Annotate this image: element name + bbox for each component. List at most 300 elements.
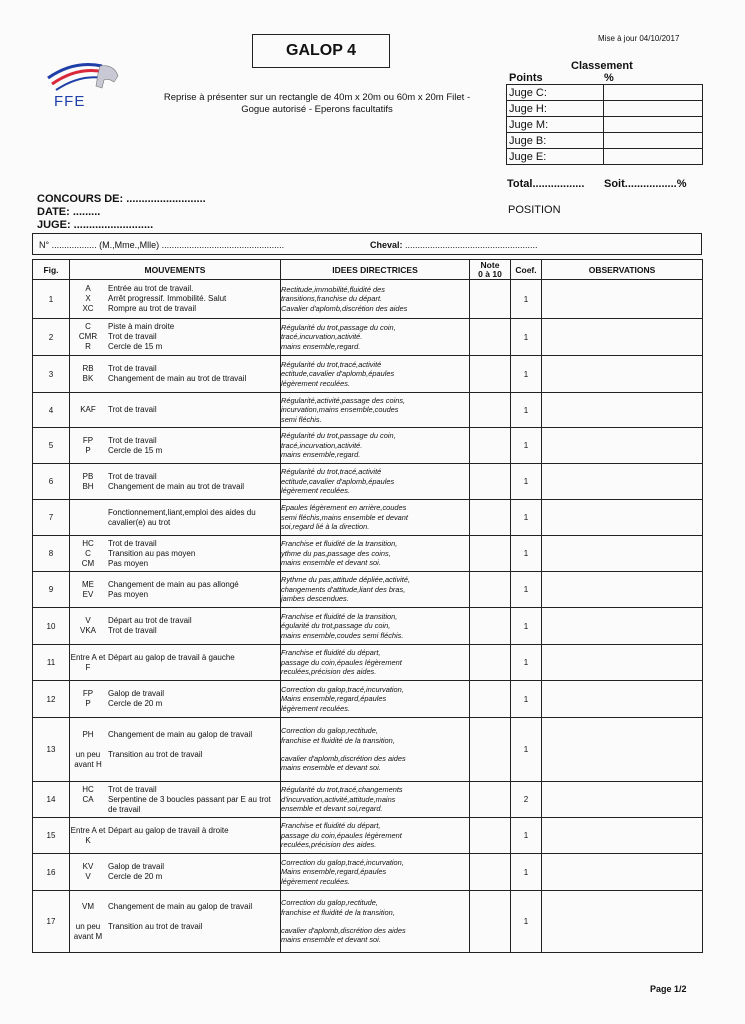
idea-line: transitions,franchise du départ. — [281, 294, 383, 304]
movement-letters: Entre A et K — [70, 825, 106, 845]
observations-field[interactable] — [542, 356, 703, 393]
idea-line: légèrement reculées. — [281, 703, 351, 713]
coef-value: 1 — [511, 854, 542, 891]
idea-line: Cavalier d'aplomb,discrétion des aides — [281, 303, 408, 313]
ideas-cell — [281, 818, 470, 854]
coef-value: 1 — [511, 280, 542, 319]
idea-line: Rythme du pas,attitude dépliée,activité, — [281, 575, 411, 585]
table-row — [33, 818, 703, 854]
observations-field[interactable] — [542, 280, 703, 319]
observations-field[interactable] — [542, 428, 703, 464]
fig-number: 8 — [33, 536, 70, 572]
idea-line: semi fléchis,mains ensemble et devant — [281, 512, 408, 522]
movement-letters: PH — [82, 729, 94, 739]
ideas-cell — [281, 280, 470, 319]
idea-line: égularité du trot,passage du coin, — [281, 621, 391, 631]
movement-cell — [70, 608, 281, 645]
juge-field[interactable]: JUGE: .......................... — [37, 219, 154, 231]
movement-cell — [70, 428, 281, 464]
idea-line: ensemble et devant soi,regard. — [281, 804, 383, 814]
observations-field[interactable] — [542, 536, 703, 572]
ideas-cell — [281, 718, 470, 782]
fig-number: 7 — [33, 500, 70, 536]
movement-text: Arrêt progressif. Immobilité. Salut — [108, 294, 227, 303]
movement-letters: KV — [82, 862, 94, 871]
note-field[interactable] — [470, 280, 511, 319]
note-field[interactable] — [470, 891, 511, 953]
movement-line — [70, 364, 280, 374]
idea-line: Franchise et fluidité du départ, — [281, 648, 381, 658]
col-note: Note 0 à 10 — [470, 260, 511, 280]
classement-label: Classement — [571, 60, 633, 72]
idea-line: d'incurvation,activité,attitude,mains — [281, 794, 396, 804]
movement-letters: BK — [82, 374, 94, 383]
movement-cell — [70, 393, 281, 428]
observations-field[interactable] — [542, 782, 703, 818]
table-row — [33, 464, 703, 500]
movement-line — [70, 508, 280, 528]
fig-number: 16 — [33, 854, 70, 891]
observations-field[interactable] — [542, 718, 703, 782]
page-title: GALOP 4 — [252, 34, 390, 68]
judge-label: Juge C: — [507, 85, 604, 101]
coef-value: 1 — [511, 608, 542, 645]
idea-line: mains ensemble et devant soi. — [281, 763, 381, 773]
note-field[interactable] — [470, 464, 511, 500]
total-field[interactable]: Total................. — [507, 178, 585, 190]
ideas-cell — [281, 681, 470, 718]
movement-line — [70, 472, 280, 482]
idea-line: tracé,incurvation,activité. — [281, 332, 363, 342]
movement-cell — [70, 818, 281, 854]
movement-line — [70, 795, 280, 815]
movement-text: Départ au galop de travail à droite — [108, 825, 229, 835]
table-header-row — [33, 260, 703, 280]
fig-number: 17 — [33, 891, 70, 953]
movement-text: Changement de main au trot de ttravail — [108, 374, 247, 383]
note-field[interactable] — [470, 319, 511, 356]
movement-line — [70, 436, 280, 446]
movement-text: Trot de travail — [108, 435, 157, 445]
fig-number: 14 — [33, 782, 70, 818]
note-field[interactable] — [470, 782, 511, 818]
movement-text: Entrée au trot de travail. — [108, 284, 194, 293]
rider-info-bar — [32, 233, 702, 255]
movement-line — [70, 342, 280, 352]
observations-field[interactable] — [542, 681, 703, 718]
idea-line: Correction du galop,tracé,incurvation, — [281, 684, 404, 694]
idea-line: franchise et fluidité de la transition, — [281, 907, 395, 917]
movement-line — [70, 750, 280, 770]
judge-points-field[interactable] — [604, 133, 703, 149]
table-row — [33, 718, 703, 782]
movement-line — [70, 590, 280, 600]
movement-text: Transition au trot de travail — [108, 921, 203, 931]
movement-letters: VM — [82, 901, 94, 911]
note-field[interactable] — [470, 718, 511, 782]
col-observations: OBSERVATIONS — [542, 260, 703, 280]
observations-field[interactable] — [542, 891, 703, 953]
idea-line: semi fléchis. — [281, 414, 322, 424]
observations-field[interactable] — [542, 854, 703, 891]
movement-text: Trot de travail — [108, 471, 157, 481]
idea-line: Régularité du trot,passage du coin, — [281, 431, 396, 441]
idea-line: jambes descendues. — [281, 594, 349, 604]
movement-line — [70, 626, 280, 636]
ideas-cell — [281, 782, 470, 818]
movement-letters: CM — [81, 558, 95, 568]
idea-line: cavalier d'aplomb,discrétion des aides — [281, 754, 406, 763]
movement-letters: HC — [82, 784, 94, 794]
movement-cell — [70, 500, 281, 536]
idea-line: Correction du galop,rectitude, — [281, 726, 378, 736]
table-row — [33, 782, 703, 818]
table-row — [33, 356, 703, 393]
concours-field[interactable]: CONCOURS DE: .......................... — [37, 193, 206, 205]
movement-letters: FP — [82, 435, 94, 445]
movement-line — [70, 902, 280, 912]
movement-line — [70, 616, 280, 626]
judge-label: Juge M: — [507, 117, 604, 133]
idea-line: légèrement reculées. — [281, 378, 351, 388]
judge-label: Juge H: — [507, 101, 604, 117]
movement-letters: un peu avant M — [73, 921, 103, 941]
movement-letters: A — [85, 284, 91, 293]
col-coef: Coef. — [511, 260, 542, 280]
idea-line: légèrement reculées. — [281, 486, 351, 496]
ideas-cell — [281, 645, 470, 681]
coef-value: 1 — [511, 891, 542, 953]
note-field[interactable] — [470, 608, 511, 645]
note-field[interactable] — [470, 645, 511, 681]
ideas-cell — [281, 428, 470, 464]
fig-number: 15 — [33, 818, 70, 854]
judge-label: Juge E: — [507, 149, 604, 165]
movement-line — [70, 374, 280, 384]
movement-cell — [70, 319, 281, 356]
coef-value: 1 — [511, 718, 542, 782]
idea-line — [281, 917, 469, 926]
movement-text: Cercle de 15 m — [108, 342, 163, 351]
movement-cell — [70, 356, 281, 393]
note-field[interactable] — [470, 681, 511, 718]
movement-line — [70, 826, 280, 846]
table-row — [33, 393, 703, 428]
observations-field[interactable] — [542, 464, 703, 500]
idea-line: mains ensemble et devant soi. — [281, 935, 381, 945]
coef-value: 1 — [511, 500, 542, 536]
page-number: Page 1/2 — [650, 984, 687, 994]
idea-line: cavalier d'aplomb,discrétion des aides — [281, 926, 406, 935]
movement-line — [70, 730, 280, 740]
note-field[interactable] — [470, 500, 511, 536]
idea-line: reculées,précision des aides. — [281, 840, 377, 850]
movement-text: Changement de main au galop de travail — [108, 729, 253, 739]
movement-letters: P — [85, 445, 91, 455]
idea-line: ectitude,cavalier d'aplomb,épaules — [281, 476, 395, 486]
movement-line — [70, 862, 280, 872]
judge-points-field[interactable] — [604, 149, 703, 165]
judge-row — [507, 117, 703, 133]
movement-text: Galop de travail — [108, 862, 165, 871]
movement-text: Fonctionnement,liant,emploi des aides du cavalier(e) au trot — [108, 507, 256, 527]
coef-value: 1 — [511, 681, 542, 718]
idea-line: incurvation,mains ensemble,coudes — [281, 405, 399, 415]
fig-number: 2 — [33, 319, 70, 356]
table-row — [33, 319, 703, 356]
movement-line — [70, 689, 280, 699]
coef-value: 1 — [511, 572, 542, 608]
judge-points-field[interactable] — [604, 101, 703, 117]
movement-line — [70, 294, 280, 304]
movement-text: Changement de main au galop de travail — [108, 901, 253, 911]
coef-value: 1 — [511, 393, 542, 428]
movements-table — [32, 259, 703, 953]
horse-field[interactable]: Cheval: ..................................................... — [370, 240, 538, 250]
movement-letters: C — [85, 322, 91, 331]
ideas-cell — [281, 464, 470, 500]
idea-line: Mains ensemble,regard,épaules — [281, 867, 387, 877]
idea-line: Correction du galop,rectitude, — [281, 898, 378, 908]
col-mouvements: MOUVEMENTS — [70, 260, 281, 280]
movement-text: Départ au galop de travail à gauche — [108, 652, 235, 662]
movement-text: Trot de travail — [108, 405, 157, 414]
horse-logo-icon — [44, 58, 130, 110]
fig-number: 3 — [33, 356, 70, 393]
judge-row — [507, 149, 703, 165]
movement-cell — [70, 681, 281, 718]
note-field[interactable] — [470, 428, 511, 464]
note-field[interactable] — [470, 572, 511, 608]
movement-line — [70, 785, 280, 795]
movement-cell — [70, 854, 281, 891]
movement-line — [70, 304, 280, 314]
table-row — [33, 428, 703, 464]
ideas-cell — [281, 572, 470, 608]
movement-letters: FP — [82, 689, 94, 698]
movement-text: Départ au trot de travail — [108, 616, 192, 625]
movement-text: Cercle de 20 m — [108, 872, 163, 881]
movement-line — [70, 872, 280, 882]
coef-value: 1 — [511, 645, 542, 681]
movement-letters: XC — [82, 304, 94, 313]
movement-line — [70, 446, 280, 456]
idea-line: passage du coin,épaules légèrement — [281, 830, 402, 840]
movement-letters: HC — [82, 538, 94, 548]
movement-line — [70, 580, 280, 590]
judge-points-field[interactable] — [604, 85, 703, 101]
movement-letters: CA — [82, 794, 94, 804]
movement-text: Trot de travail — [108, 332, 157, 341]
movement-text: Trot de travail — [108, 364, 157, 373]
movement-line — [70, 332, 280, 342]
movement-line — [70, 482, 280, 492]
idea-line: mains ensemble,coudes semi fléchis. — [281, 630, 404, 640]
movement-text: Transition au pas moyen — [108, 548, 196, 558]
idea-line: soi,regard lié à la direction. — [281, 522, 370, 532]
movement-cell — [70, 536, 281, 572]
soit-field[interactable]: Soit.................% — [604, 178, 687, 190]
observations-field[interactable] — [542, 393, 703, 428]
judge-points-field[interactable] — [604, 117, 703, 133]
idea-line: Epaules légèrement en arrière,coudes — [281, 503, 407, 513]
fig-number: 10 — [33, 608, 70, 645]
movement-line — [70, 922, 280, 942]
observations-field[interactable] — [542, 572, 703, 608]
ideas-cell — [281, 854, 470, 891]
idea-line: légèrement reculées. — [281, 876, 351, 886]
idea-line: mains ensemble et devant soi. — [281, 558, 381, 568]
movement-text: Cercle de 20 m — [108, 699, 163, 708]
movement-line — [70, 405, 280, 415]
observations-field[interactable] — [542, 645, 703, 681]
movement-line — [70, 539, 280, 549]
movement-letters: CMR — [78, 332, 98, 341]
table-row — [33, 536, 703, 572]
movement-line — [70, 699, 280, 709]
movement-letters: V — [85, 616, 91, 625]
table-row — [33, 645, 703, 681]
table-row — [33, 854, 703, 891]
fig-number: 11 — [33, 645, 70, 681]
idea-line: Franchise et fluidité du départ, — [281, 821, 381, 831]
coef-value: 2 — [511, 782, 542, 818]
movement-text: Transition au trot de travail — [108, 749, 203, 759]
col-idees: IDEES DIRECTRICES — [281, 260, 470, 280]
ffe-logo — [44, 58, 130, 110]
ideas-cell — [281, 500, 470, 536]
movement-letters: BH — [82, 481, 94, 491]
movement-line — [70, 284, 280, 294]
table-row — [33, 572, 703, 608]
coef-value: 1 — [511, 319, 542, 356]
movement-text: Changement de main au pas allongé — [108, 579, 239, 589]
movement-text: Pas moyen — [108, 558, 149, 568]
movement-text: Pas moyen — [108, 589, 149, 599]
idea-line: mains ensemble,regard. — [281, 450, 361, 460]
movement-letters: PB — [82, 471, 94, 481]
fig-number: 12 — [33, 681, 70, 718]
movement-cell — [70, 782, 281, 818]
idea-line: Régularité du trot,tracé,activité — [281, 467, 382, 477]
points-label: Points — [509, 72, 543, 84]
movement-text: Serpentine de 3 boucles passant par E au trot de travail — [108, 794, 271, 814]
movement-line — [70, 322, 280, 332]
movement-letters: VKA — [79, 626, 96, 635]
movement-text: Trot de travail — [108, 784, 157, 794]
coef-value: 1 — [511, 356, 542, 393]
col-fig: Fig. — [33, 260, 70, 280]
movement-text: Rompre au trot de travail — [108, 304, 197, 313]
movement-cell — [70, 891, 281, 953]
movement-cell — [70, 645, 281, 681]
movement-letters: ME — [82, 579, 94, 589]
svg-text:FFE: FFE — [54, 93, 86, 110]
table-row — [33, 280, 703, 319]
fig-number: 9 — [33, 572, 70, 608]
movement-cell — [70, 464, 281, 500]
idea-line: ythme du pas,passage des coins, — [281, 548, 391, 558]
movement-letters: R — [85, 342, 91, 351]
idea-line: Régularité,activité,passage des coins, — [281, 395, 406, 405]
coef-value: 1 — [511, 818, 542, 854]
movement-letters: V — [85, 872, 91, 881]
movement-letters: KAF — [80, 405, 96, 414]
movement-line — [70, 653, 280, 673]
table-row — [33, 608, 703, 645]
judge-row — [507, 133, 703, 149]
movement-text: Trot de travail — [108, 538, 157, 548]
update-date: Mise à jour 04/10/2017 — [598, 34, 680, 43]
note-field[interactable] — [470, 393, 511, 428]
subtitle: Reprise à présenter sur un rectangle de 40m x 20m ou 60m x 20m Filet - Gogue autorisé - Eperons facultatifs — [163, 92, 471, 115]
ideas-cell — [281, 393, 470, 428]
observations-field[interactable] — [542, 319, 703, 356]
idea-line — [281, 745, 469, 754]
movement-cell — [70, 572, 281, 608]
fig-number: 13 — [33, 718, 70, 782]
idea-line: Franchise et fluidité de la transition, — [281, 611, 398, 621]
rider-number-field[interactable]: N° .................. (M.,Mme.,Mlle) ................................................. — [39, 240, 285, 250]
ideas-cell — [281, 608, 470, 645]
idea-line: Régularité du trot,tracé,activité — [281, 359, 382, 369]
note-field[interactable] — [470, 854, 511, 891]
fig-number: 1 — [33, 280, 70, 319]
position-label: POSITION — [508, 204, 561, 216]
movement-text: Galop de travail — [108, 689, 165, 698]
idea-line: changements d'attitude,liant des bras, — [281, 584, 406, 594]
movement-letters: P — [85, 699, 91, 708]
table-row — [33, 891, 703, 953]
movement-cell — [70, 718, 281, 782]
ideas-cell — [281, 891, 470, 953]
note-field[interactable] — [470, 356, 511, 393]
idea-line: Rectitude,immobilité,fluidité des — [281, 284, 385, 294]
coef-value: 1 — [511, 536, 542, 572]
observations-field[interactable] — [542, 608, 703, 645]
table-row — [33, 500, 703, 536]
idea-line: Franchise et fluidité de la transition, — [281, 539, 398, 549]
movement-letters: X — [85, 294, 91, 303]
ideas-cell — [281, 319, 470, 356]
idea-line: tracé,incurvation,activité. — [281, 440, 363, 450]
idea-line: Régularité du trot,tracé,changements — [281, 785, 403, 795]
observations-field[interactable] — [542, 818, 703, 854]
idea-line: reculées,précision des aides. — [281, 667, 377, 677]
date-field[interactable]: DATE: ......... — [37, 206, 101, 218]
note-field[interactable] — [470, 818, 511, 854]
percent-label: % — [604, 72, 614, 84]
movement-text: Piste à main droite — [108, 322, 175, 331]
idea-line: Régularité du trot,passage du coin, — [281, 322, 396, 332]
movement-letters: un peu avant H — [74, 749, 102, 769]
note-field[interactable] — [470, 536, 511, 572]
observations-field[interactable] — [542, 500, 703, 536]
idea-line: passage du coin,épaules légèrement — [281, 657, 402, 667]
judge-row — [507, 85, 703, 101]
movement-letters: C — [85, 548, 91, 558]
movement-letters: EV — [82, 589, 94, 599]
movement-letters: Entre A et F — [70, 652, 106, 672]
ideas-cell — [281, 356, 470, 393]
ideas-cell — [281, 536, 470, 572]
idea-line: franchise et fluidité de la transition, — [281, 735, 395, 745]
coef-value: 1 — [511, 428, 542, 464]
judge-row — [507, 101, 703, 117]
movement-text: Trot de travail — [108, 626, 157, 635]
idea-line: Mains ensemble,regard,épaules — [281, 694, 387, 704]
movement-line — [70, 559, 280, 569]
